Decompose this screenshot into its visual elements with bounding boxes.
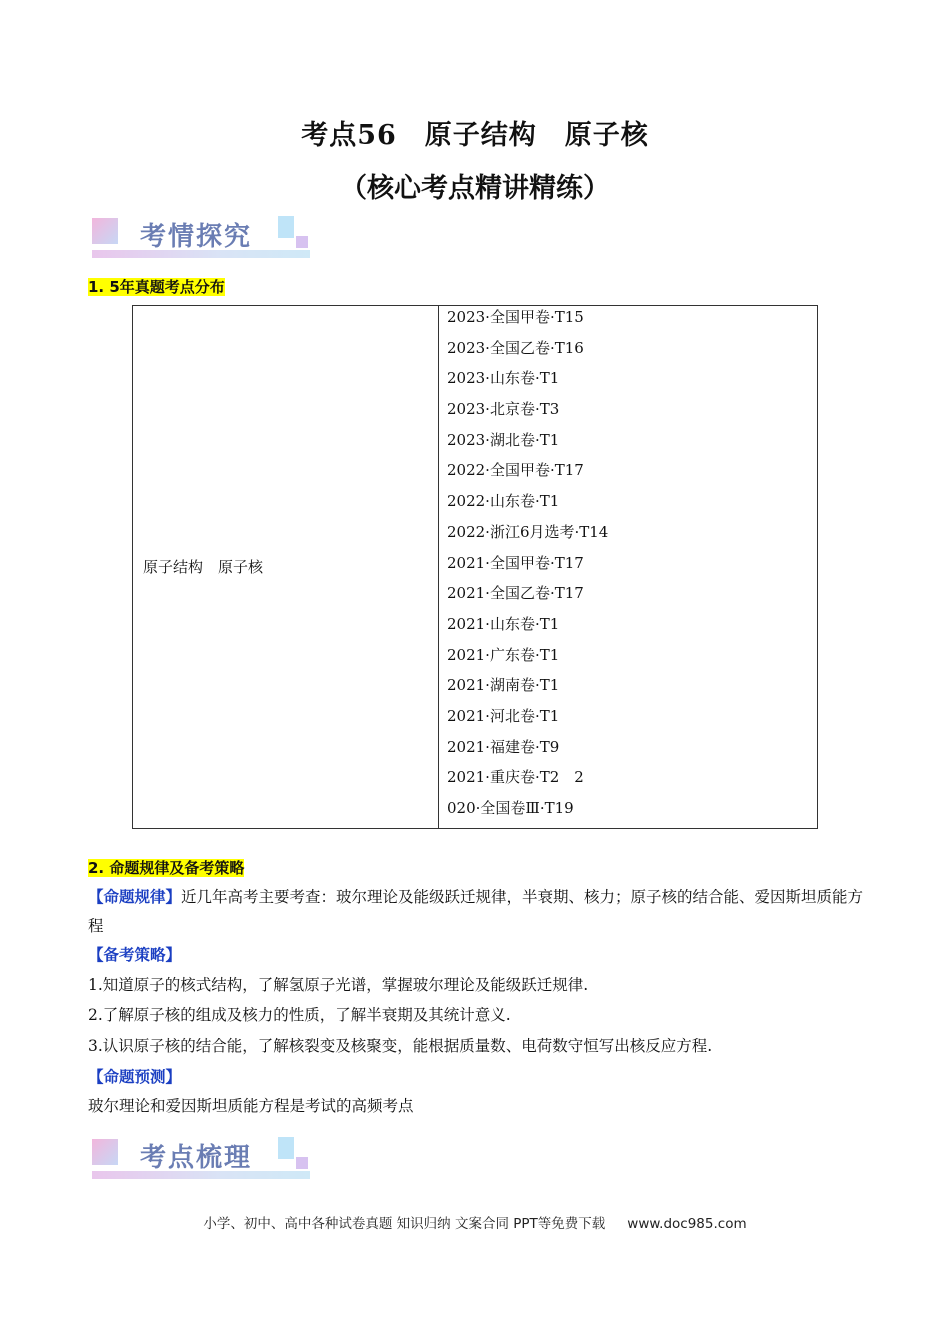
forecast-tag-line (88, 1063, 878, 1092)
exam-list-cell (439, 306, 818, 829)
page-subtitle: （核心考点精讲精练） (340, 173, 610, 204)
exam-item: 2021·福建卷·T9 (447, 737, 560, 756)
exam-item: 2023·北京卷·T3 (447, 400, 560, 419)
strategy-item: 3.认识原子核的结合能，了解核裂变及核聚变，能根据质量数、电荷数守恒写出核反应方程. (88, 1037, 713, 1055)
exam-item: 2021·全国乙卷·T17 (447, 584, 584, 603)
exam-item: 2021·河北卷·T1 (447, 706, 560, 725)
section-banner-key-points (92, 1135, 312, 1179)
exam-item: 2021·山东卷·T1 (447, 614, 560, 633)
page-title: 考点56 原子结构 原子核 (301, 120, 649, 151)
banner-decoration (92, 218, 118, 244)
strategy-tag: 【备考策略】 (88, 946, 182, 964)
section-heading-distribution: 1. 5年真题考点分布 (88, 278, 225, 296)
exam-item: 2022·全国甲卷·T17 (447, 461, 584, 480)
banner-decoration (278, 1137, 294, 1159)
forecast-text: 玻尔理论和爱因斯坦质能方程是考试的高频考点 (88, 1097, 414, 1115)
banner-label: 考点梳理 (140, 1143, 253, 1173)
exam-item: 020·全国卷Ⅲ·T19 (447, 799, 574, 817)
banner-decoration (296, 1157, 308, 1169)
rule-paragraph (88, 883, 878, 941)
strategy-tag-line (88, 941, 878, 970)
exam-item: 2023·全国乙卷·T16 (447, 338, 584, 357)
exam-item: 2021·广东卷·T1 (447, 645, 560, 664)
banner-decoration (296, 236, 308, 248)
exam-distribution-table (132, 305, 818, 829)
forecast-tag: 【命题预测】 (88, 1068, 182, 1086)
exam-item: 2022·山东卷·T1 (447, 492, 560, 511)
rule-text: 近几年高考主要考查：玻尔理论及能级跃迁规律，半衰期、核力；原子核的结合能、爱因斯坦质能方程 (88, 888, 864, 935)
section-heading-strategy: 2. 命题规律及备考策略 (88, 859, 245, 877)
strategy-item: 1.知道原子的核式结构，了解氢原子光谱，掌握玻尔理论及能级跃迁规律. (88, 976, 589, 994)
exam-item: 2023·湖北卷·T1 (447, 430, 560, 449)
exam-item: 2023·山东卷·T1 (447, 369, 560, 388)
banner-decoration (92, 1139, 118, 1165)
table-row (133, 306, 818, 829)
exam-item: 2021·全国甲卷·T17 (447, 553, 584, 572)
section-banner-exam-analysis (92, 214, 312, 258)
exam-item: 2021·湖南卷·T1 (447, 676, 560, 695)
page-footer (0, 1212, 950, 1232)
exam-item: 2021·重庆卷·T2 2 (447, 768, 584, 787)
footer-url[interactable]: www.doc985.com (627, 1216, 747, 1232)
strategy-item: 2.了解原子核的组成及核力的性质，了解半衰期及其统计意义. (88, 1006, 511, 1024)
exam-item: 2022·浙江6月选考·T14 (447, 522, 609, 541)
topic-cell: 原子结构 原子核 (133, 306, 439, 829)
rule-tag: 【命题规律】 (88, 888, 182, 906)
footer-text: 小学、初中、高中各种试卷真题 知识归纳 文案合同 PPT等免费下载 (203, 1216, 606, 1232)
banner-label: 考情探究 (140, 222, 253, 252)
banner-decoration (278, 216, 294, 238)
exam-item: 2023·全国甲卷·T15 (447, 308, 584, 326)
